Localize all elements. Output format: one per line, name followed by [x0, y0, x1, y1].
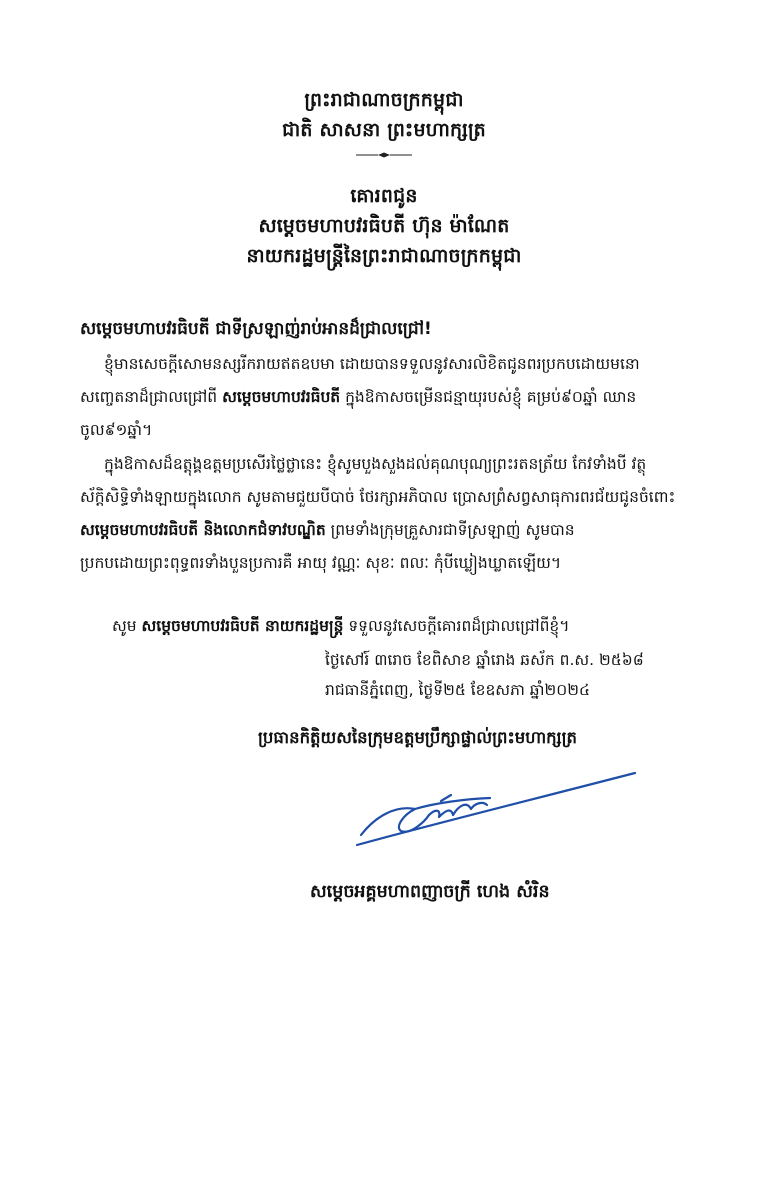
- signatory-name: សម្តេចអគ្គមហាពញាចក្រី ហេង សំរិន: [310, 882, 550, 902]
- paragraph-1: [80, 348, 694, 447]
- paragraph-1-line: សញ្ចេតនាដ៏ជ្រាលជ្រៅពី សម្តេចមហាបវរធិបតី ក្នុងឱកាសចម្រើនជន្មាយុរបស់ខ្ញុំ គម្រប់៩០ឆ្នាំ ឈាន: [80, 388, 637, 406]
- handwritten-signature: [355, 765, 640, 855]
- paragraph-2-line: សម្តេចមហាបវរធិបតី និងលោកជំទាវបណ្ឌិត ព្រមទាំងក្រុមគ្រួសារជាទីស្រឡាញ់ សូមបាន: [80, 521, 575, 539]
- addressee-name: សម្តេចមហាបវរធិបតី ហ៊ុន ម៉ាណែត: [258, 215, 510, 237]
- kingdom-heading: ព្រះរាជាណាចក្រកម្ពុជា: [304, 89, 464, 111]
- paragraph-2-line: ក្នុងឱកាសដ៏ឧត្តុង្គឧត្តមប្រសើរថ្លៃថ្លានេះ ខ្ញុំសូមបួងសួងដល់គុណបុណ្យព្រះរតនត្រ័យ កែវទាំងបី វត្ថុ: [104, 455, 647, 473]
- motto-heading: ជាតិ សាសនា ព្រះមហាក្សត្រ: [282, 119, 486, 141]
- closing-line: សូម សម្តេចមហាបវរធិបតី នាយករដ្ឋមន្ត្រី ទទួលនូវសេចក្តីគោរពដ៏ជ្រាលជ្រៅពីខ្ញុំ។: [112, 617, 570, 635]
- addressee-position: នាយករដ្ឋមន្ត្រីនៃព្រះរាជាណាចក្រកម្ពុជា: [246, 245, 522, 267]
- solar-date: រាជធានីភ្នំពេញ, ថ្ងៃទី២៥ ខែឧសភា ឆ្នាំ២០២៤: [325, 681, 590, 699]
- paragraph-2-line: ប្រកបដោយព្រះពុទ្ធពរទាំងបួនប្រការគឺ អាយុ វណ្ណៈ សុខៈ ពលៈ កុំបីឃ្លៀងឃ្លាតឡើយ។: [80, 554, 562, 572]
- signatory-title: ប្រធានកិត្តិយសនៃក្រុមឧត្តមប្រឹក្សាផ្ទាល់ព្រះមហាក្សត្រ: [258, 728, 577, 747]
- salutation: សម្តេចមហាបវរធិបតី ជាទីស្រឡាញ់រាប់អានដ៏ជ្រាលជ្រៅ!: [80, 319, 432, 339]
- divider-ornament: [356, 152, 412, 158]
- paragraph-2: [80, 448, 694, 580]
- paragraph-1-line: ចូល៩១ឆ្នាំ។: [80, 421, 153, 439]
- paragraph-2-line: ស័ក្តិសិទ្ធិទាំងឡាយក្នុងលោក សូមតាមជួយបីបាច់ ថែរក្សាអភិបាល ប្រោសព្រំសព្វសាធុការពរជ័យជូនចំពោះ: [80, 488, 676, 506]
- paragraph-1-line: ខ្ញុំមានសេចក្តីសោមនស្សរីករាយឥតឧបមា ដោយបានទទួលនូវសារលិខិតជូនពរប្រកបដោយមនោ: [104, 355, 640, 373]
- respect-line: គោរពជូន: [350, 185, 418, 207]
- lunar-date: ថ្ងៃសៅរ៍ ៣រោច ខែពិសាខ ឆ្នាំរោង ឆស័ក ព.ស. ២៥៦៨: [325, 651, 644, 669]
